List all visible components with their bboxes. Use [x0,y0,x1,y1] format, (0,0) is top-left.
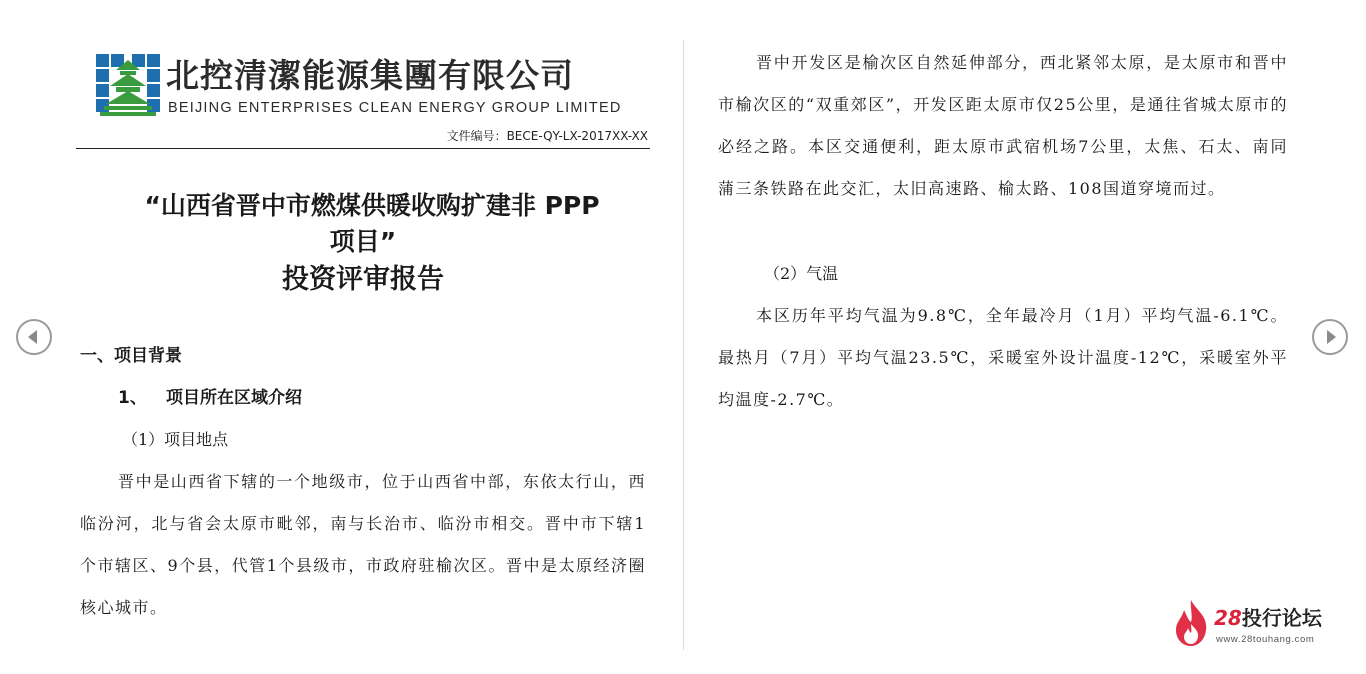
paragraph-temperature: 本区历年平均气温为9.8℃，全年最冷月（1月）平均气温-6.1℃。最热月（7月）平均气温23.5℃，采暖室外设计温度-12℃，采暖室外平均温度-2.7℃。 [718,306,1288,409]
company-name-en: BEIJING ENTERPRISES CLEAN ENERGY GROUP LIMITED [168,100,622,116]
report-title-line3: 投资评审报告 [282,264,444,295]
watermark-name: 28投行论坛 [1214,606,1322,630]
watermark-logo [1172,598,1342,652]
section-heading: 一、项目背景 [80,346,182,366]
sub-heading [118,385,302,411]
report-title-line1: “山西省晋中市燃煤供暖收购扩建非 PPP [144,191,600,220]
left-page [76,0,650,674]
report-title [76,188,650,300]
item-heading-temperature: （2）气温 [764,264,839,283]
watermark-url: www.28touhang.com [1216,634,1315,645]
chevron-right-icon [1314,321,1346,353]
report-title-line2: 项目” [329,227,397,256]
page-divider [683,40,684,650]
company-name-cn: 北控清潔能源集團有限公司 [166,56,574,95]
sub-heading-text: 项目所在区域介绍 [166,388,302,408]
company-logo [96,54,160,120]
paragraph-development-zone: 晋中开发区是榆次区自然延伸部分，西北紧邻太原，是太原市和晋中市榆次区的“双重郊区”，开发区距太原市仅25公里，是通往省城太原市的必经之路。本区交通便利，距太原市武宿机场7公里，太焦、石太、南同蒲三条铁路在此交汇，太旧高速路、榆太路、108国道穿境而过。 [718,53,1288,198]
prev-page-button[interactable] [16,319,52,355]
company-header [96,54,650,122]
item-heading-location: （1）项目地点 [122,430,229,449]
next-page-button[interactable] [1312,319,1348,355]
flame-icon [1172,598,1210,648]
right-page [718,0,1288,674]
paragraph-location: 晋中是山西省下辖的一个地级市，位于山西省中部，东依太行山，西临汾河，北与省会太原市毗邻，南与长治市、临汾市相交。晋中市下辖1个市辖区、9个县，代管1个县级市，市政府驻榆次区。晋中是太原经济圈核心城市。 [80,472,646,617]
chevron-left-icon [18,321,50,353]
header-divider [76,148,650,149]
file-number: 文件编号：BECE-QY-LX-2017XX-XX [446,129,648,143]
sub-heading-number: 1、 [118,388,147,408]
